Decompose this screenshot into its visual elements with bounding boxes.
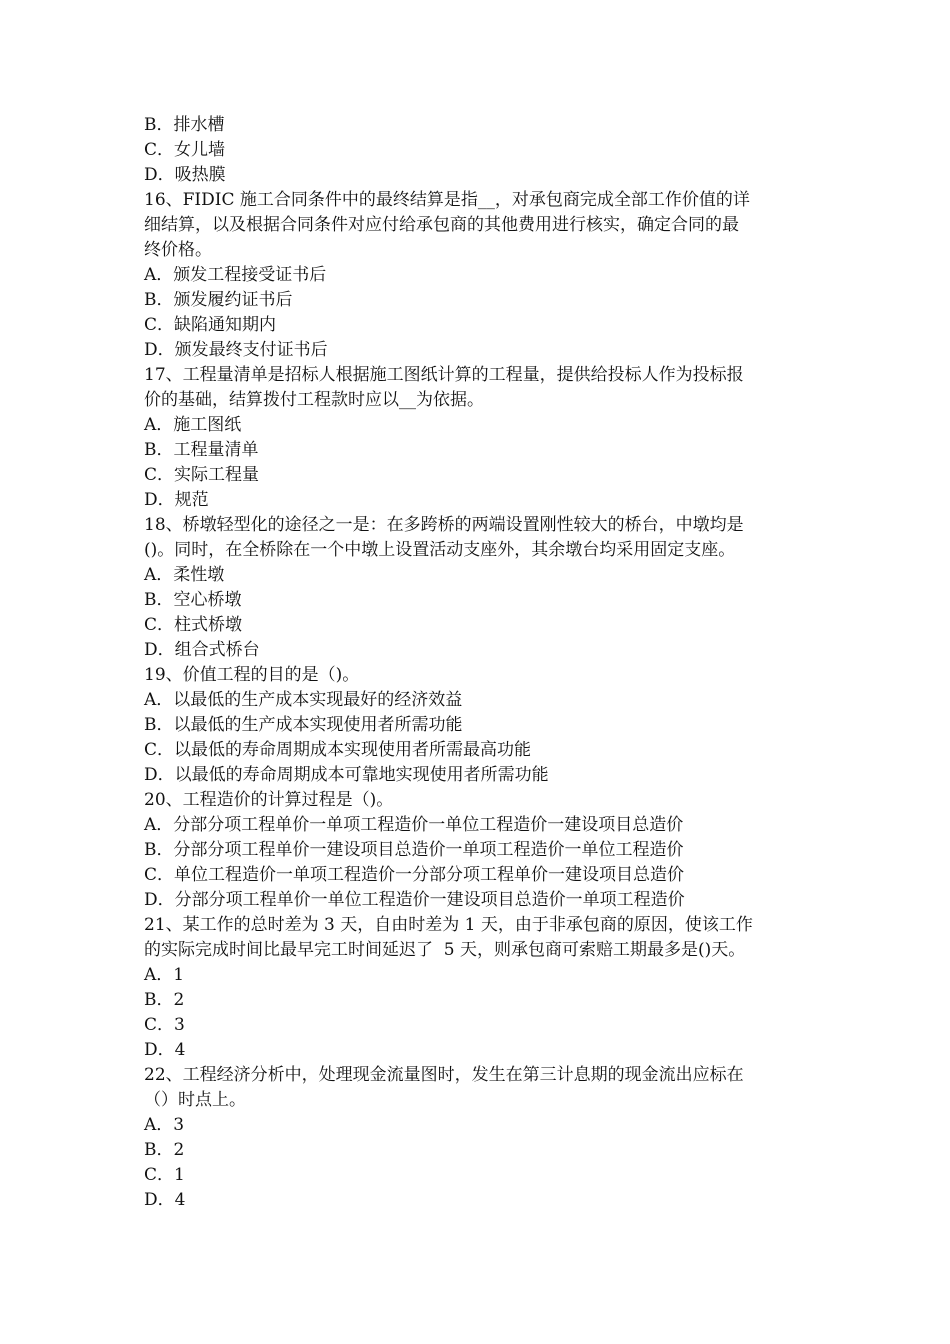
answer-option: B．以最低的生产成本实现使用者所需功能 — [144, 715, 463, 735]
answer-option: C．以最低的寿命周期成本实现使用者所需最高功能 — [144, 740, 532, 760]
question-list — [144, 113, 812, 1213]
answer-option: D．4 — [144, 1190, 186, 1210]
answer-option: C．1 — [144, 1165, 185, 1185]
question-text-line: 17、工程量清单是招标人根据施工图纸计算的工程量，提供给投标人作为投标报 — [144, 365, 744, 385]
answer-option: A．1 — [144, 965, 185, 985]
answer-option: B．颁发履约证书后 — [144, 290, 293, 310]
answer-option: A．颁发工程接受证书后 — [144, 265, 327, 285]
answer-option: B．排水槽 — [144, 115, 225, 135]
answer-option: D．规范 — [144, 490, 209, 510]
answer-option: D．分部分项工程单价一单位工程造价一建设项目总造价一单项工程造价 — [144, 890, 685, 910]
question-stem — [144, 913, 812, 963]
answer-option: D．4 — [144, 1040, 186, 1060]
question-stem — [144, 1063, 812, 1113]
question-text-line: 价的基础，结算拨付工程款时应以__为依据。 — [144, 390, 484, 410]
question-text-line: 细结算，以及根据合同条件对应付给承包商的其他费用进行核实，确定合同的最 — [144, 215, 739, 235]
answer-option: A．以最低的生产成本实现最好的经济效益 — [144, 690, 463, 710]
answer-option: C．柱式桥墩 — [144, 615, 243, 635]
answer-option: C．3 — [144, 1015, 185, 1035]
answer-option: A．施工图纸 — [144, 415, 242, 435]
question-stem — [144, 663, 812, 688]
answer-option: B．分部分项工程单价一建设项目总造价一单项工程造价一单位工程造价 — [144, 840, 684, 860]
question-stem — [144, 188, 812, 263]
answer-option: D．组合式桥台 — [144, 640, 260, 660]
question-text-line: ()。同时，在全桥除在一个中墩上设置活动支座外，其余墩台均采用固定支座。 — [144, 540, 736, 560]
answer-option: B．工程量清单 — [144, 440, 259, 460]
answer-option: D．以最低的寿命周期成本可靠地实现使用者所需功能 — [144, 765, 549, 785]
answer-option: A．3 — [144, 1115, 185, 1135]
question-text-line: 终价格。 — [144, 240, 212, 260]
question-stem — [144, 363, 812, 413]
question-text-line: 的实际完成时间比最早完工时间延迟了 5 天，则承包商可索赔工期最多是()天。 — [144, 940, 746, 960]
question-text-line: 20、工程造价的计算过程是（)。 — [144, 790, 394, 810]
question-text-line: 22、工程经济分析中，处理现金流量图时，发生在第三计息期的现金流出应标在 — [144, 1065, 744, 1085]
answer-option: C．女儿墙 — [144, 140, 226, 160]
answer-option: B．空心桥墩 — [144, 590, 242, 610]
question-text-line: 16、FIDIC 施工合同条件中的最终结算是指__，对承包商完成全部工作价值的详 — [144, 190, 750, 210]
answer-option: C．缺陷通知期内 — [144, 315, 277, 335]
answer-option: C．实际工程量 — [144, 465, 260, 485]
answer-option: C．单位工程造价一单项工程造价一分部分项工程单价一建设项目总造价 — [144, 865, 685, 885]
answer-option: B．2 — [144, 1140, 185, 1160]
question-text-line: 18、桥墩轻型化的途径之一是：在多跨桥的两端设置刚性较大的桥台，中墩均是 — [144, 515, 744, 535]
answer-option: A．分部分项工程单价一单项工程造价一单位工程造价一建设项目总造价 — [144, 815, 684, 835]
question-text-line: （）时点上。 — [144, 1090, 246, 1110]
question-stem — [144, 513, 812, 563]
answer-option: A．柔性墩 — [144, 565, 225, 585]
answer-option: B．2 — [144, 990, 185, 1010]
question-stem — [144, 788, 812, 813]
question-text-line: 19、价值工程的目的是（)。 — [144, 665, 360, 685]
answer-option: D．吸热膜 — [144, 165, 226, 185]
answer-option: D．颁发最终支付证书后 — [144, 340, 328, 360]
question-text-line: 21、某工作的总时差为 3 天，自由时差为 1 天，由于非承包商的原因，使该工作 — [144, 915, 753, 935]
